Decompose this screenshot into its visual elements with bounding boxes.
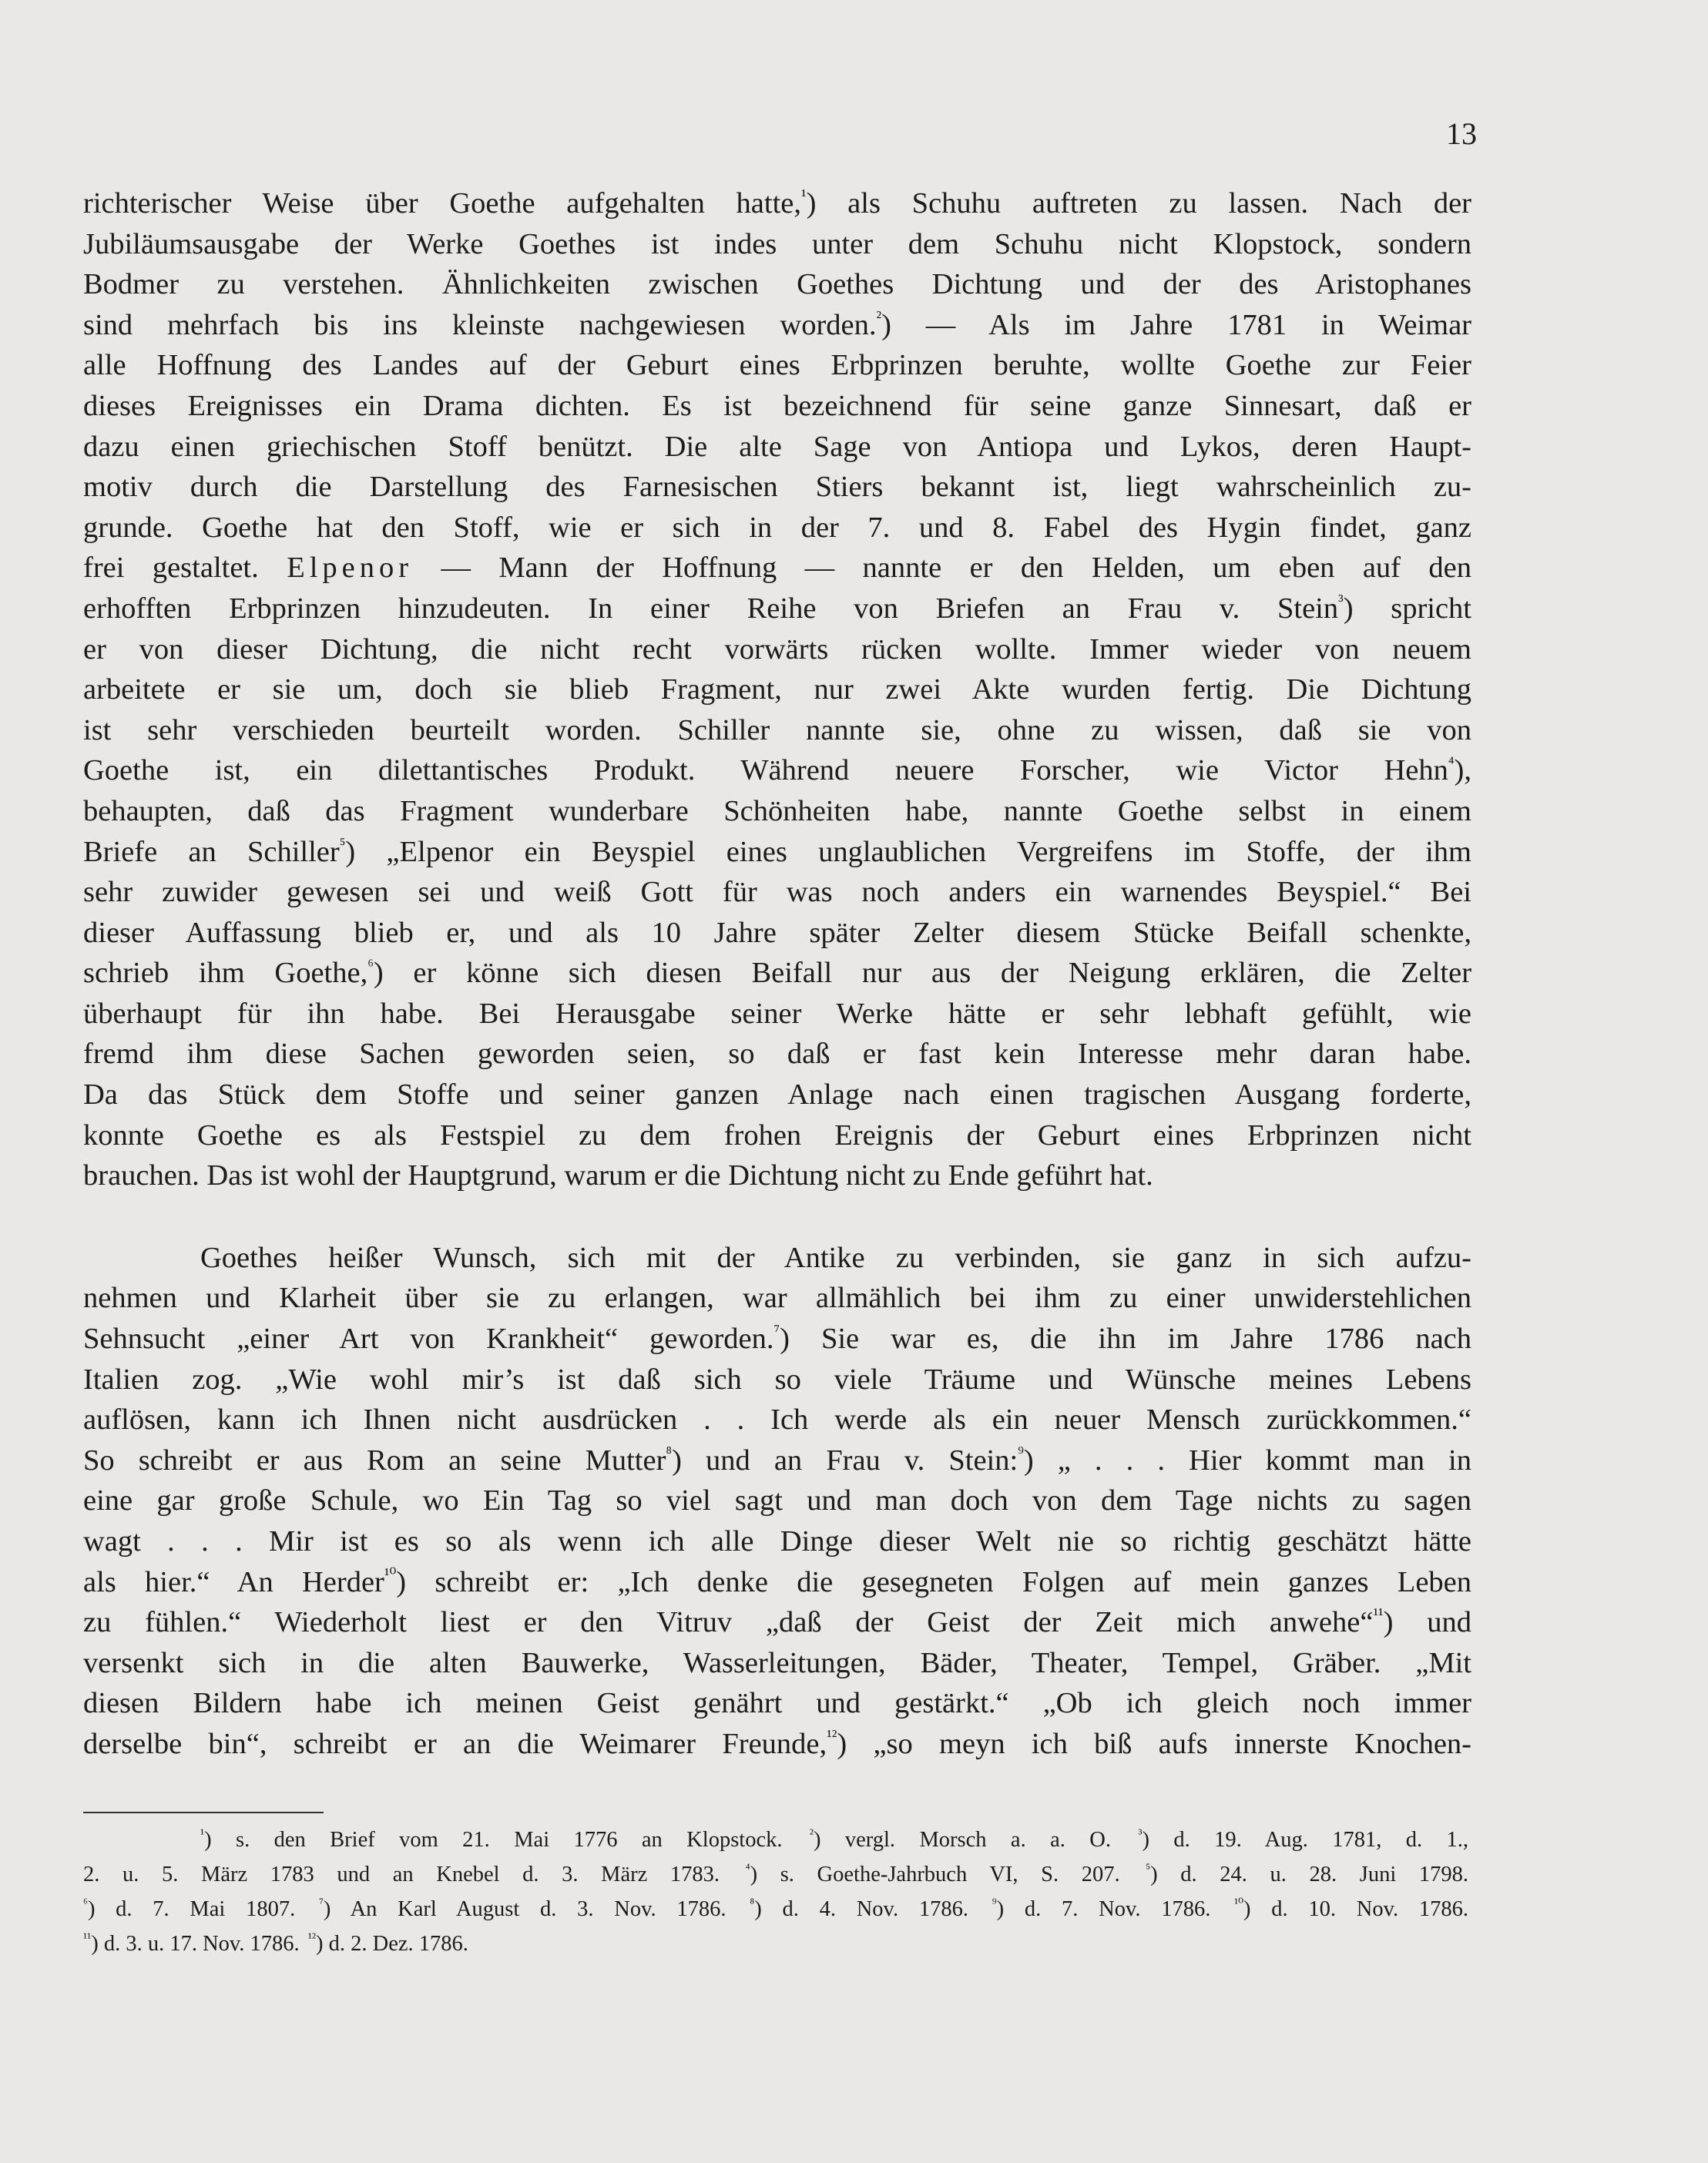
text-line: überhaupt für ihn habe. Bei Herausgabe seiner Werke hätte er sehr lebhaft gefühlt, wie — [83, 997, 1471, 1030]
text-segment: ) spricht — [1343, 592, 1472, 625]
text-segment: — Mann der Hoffnung — nannte er den Helden, um eben auf den — [441, 552, 1472, 585]
footnote-text: ) d. 3. u. 17. Nov. 1786. — [91, 1932, 300, 1956]
text-segment: Sehnsucht „einer Art von Krankheit“ geworden. — [83, 1323, 774, 1356]
text-line: fremd ihm diese Sachen geworden seien, so daß er fast kein Interesse mehr daran habe. — [83, 1038, 1471, 1071]
text-segment: ) „Elpenor ein Beyspiel eines unglaublichen Vergreifens im Stoffe, der ihm — [345, 835, 1471, 868]
text-line: Jubiläumsausgabe der Werke Goethes ist indes unter dem Schuhu nicht Klopstock, sondern — [83, 227, 1471, 260]
text-line — [83, 1724, 1471, 1765]
text-segment: richterischer Weise über Goethe aufgehalten hatte, — [83, 187, 802, 220]
text-line: nehmen und Klarheit über sie zu erlangen, war allmählich bei ihm zu einer unwiderstehlichen — [83, 1282, 1471, 1315]
text-line: wagt . . . Mir ist es so als wenn ich alle Dinge dieser Welt nie so richtig geschätzt hätte — [83, 1525, 1471, 1558]
text-segment: ) schreibt er: „Ich denke die gesegneten Folgen auf mein ganzes Leben — [396, 1565, 1471, 1598]
text-line: ist sehr verschieden beurteilt worden. Schiller nannte sie, ohne zu wissen, daß sie von — [83, 713, 1471, 746]
footnote-ref: ⁸ — [666, 1442, 673, 1462]
text-line — [83, 183, 1471, 224]
text-line: dieses Ereignisses ein Drama dichten. Es ist bezeichnend für seine ganze Sinnesart, daß er — [83, 389, 1471, 422]
footnote — [1138, 1828, 1468, 1852]
text-segment: So schreibt er aus Rom an seine Mutter — [83, 1444, 666, 1477]
text-segment: sind mehrfach bis ins kleinste nachgewiesen worden. — [83, 308, 877, 341]
footnote-text: ) An Karl August d. 3. Nov. 1786. — [323, 1897, 726, 1921]
text-line: dazu einen griechischen Stoff benützt. Die alte Sage von Antiopa und Lykos, deren Haupt- — [83, 430, 1471, 463]
footnote-text: ) d. 24. u. 28. Juni 1798. — [1150, 1863, 1469, 1886]
page-number: 13 — [1446, 116, 1477, 151]
footnote-line — [83, 1857, 1471, 1892]
footnote — [319, 1897, 726, 1921]
footnote — [810, 1828, 1111, 1852]
text-segment: ) als Schuhu auftreten zu lassen. Nach der — [806, 187, 1472, 220]
footnote-ref: ¹² — [827, 1725, 837, 1745]
text-line: eine gar große Schule, wo Ein Tag so viel sagt und man doch von dem Tage nichts zu sagen — [83, 1484, 1471, 1517]
footnote-text: ) s. Goethe-Jahrbuch VI, S. 207. — [750, 1863, 1120, 1886]
text-line — [83, 548, 1471, 589]
footnote-text: ) d. 10. Nov. 1786. — [1243, 1897, 1468, 1921]
text-line — [83, 1319, 1471, 1360]
footnote-text: ) d. 7. Mai 1807. — [87, 1897, 296, 1921]
footnote-ref: ² — [876, 307, 882, 327]
footnote-mark: ² — [809, 1826, 814, 1841]
footnote-text: ) d. 19. Aug. 1781, d. 1., — [1142, 1828, 1469, 1852]
text-line: Da das Stück dem Stoffe und seiner ganzen Anlage nach einen tragischen Ausgang forderte, — [83, 1078, 1471, 1112]
text-line: motiv durch die Darstellung des Farnesischen Stiers bekannt ist, liegt wahrscheinlich zu- — [83, 471, 1471, 504]
footnote-mark: ³ — [1138, 1826, 1143, 1841]
text-segment: ) und — [1383, 1606, 1471, 1639]
text-segment: derselbe bin“, schreibt er an die Weimarer Freunde, — [83, 1727, 827, 1760]
text-line: diesen Bildern habe ich meinen Geist genährt und gestärkt.“ „Ob ich gleich noch immer — [83, 1687, 1471, 1720]
text-segment: frei gestaltet. — [83, 552, 259, 585]
footnote — [1234, 1897, 1468, 1921]
footnote-ref: ¹ — [801, 186, 807, 205]
footnote-ref: ¹⁰ — [384, 1564, 397, 1584]
footnote-ref: ⁶ — [367, 955, 374, 975]
footnote-text: ) vergl. Morsch a. a. O. — [814, 1828, 1111, 1852]
text-line — [83, 1602, 1471, 1643]
footnote-ref: ⁷ — [773, 1321, 780, 1341]
text-segment: ) er könne sich diesen Beifall nur aus der Neigung erklären, die Zelter — [373, 957, 1472, 990]
text-segment: ), — [1454, 754, 1471, 787]
text-line: Bodmer zu verstehen. Ähnlichkeiten zwischen Goethes Dichtung und der des Aristophanes — [83, 268, 1471, 301]
text-line: arbeitete er sie um, doch sie blieb Fragment, nur zwei Akte wurden fertig. Die Dichtung — [83, 673, 1471, 706]
footnote-ref: ³ — [1338, 590, 1344, 610]
text-line: grunde. Goethe hat den Stoff, wie er sich in der 7. und 8. Fabel des Hygin findet, ganz — [83, 511, 1471, 544]
footnote — [1146, 1863, 1468, 1886]
footnote-mark: ¹⁰ — [1234, 1896, 1244, 1910]
footnote-mark: ⁶ — [83, 1896, 88, 1910]
text-line — [83, 589, 1471, 629]
text-line — [83, 750, 1471, 791]
footnote-mark: ⁵ — [1146, 1861, 1151, 1876]
footnote-ref: ¹¹ — [1373, 1605, 1384, 1625]
footnote-mark: ¹¹ — [83, 1930, 92, 1945]
footnote-ref: ⁵ — [339, 833, 346, 853]
spaced-title-elpenor: Elpenor — [287, 552, 414, 585]
text-segment: ) und an Frau v. Stein: — [672, 1444, 1018, 1477]
text-segment: als hier.“ An Herder — [83, 1565, 384, 1598]
text-line — [83, 1562, 1471, 1603]
footnote — [308, 1932, 468, 1956]
text-segment: erhofften Erbprinzen hinzudeuten. In einer Reihe von Briefen an Frau v. Stein — [83, 592, 1339, 625]
footnote-line — [83, 1927, 1471, 1961]
text-line — [83, 1440, 1471, 1481]
footnote — [83, 1932, 300, 1956]
footnote-mark: ⁸ — [750, 1896, 755, 1910]
text-line: Italien zog. „Wie wohl mir’s ist daß sich so viele Träume und Wünsche meines Lebens — [83, 1363, 1471, 1396]
text-line: behaupten, daß das Fragment wunderbare Schönheiten habe, nannte Goethe selbst in einem — [83, 794, 1471, 827]
text-line — [83, 305, 1471, 346]
text-line — [83, 953, 1471, 994]
footnote-text: ) d. 7. Nov. 1786. — [996, 1897, 1211, 1921]
text-line: alle Hoffnung des Landes auf der Geburt eines Erbprinzen beruhte, wollte Goethe zur Feier — [83, 349, 1471, 382]
text-line: Goethes heißer Wunsch, sich mit der Antike zu verbinden, sie ganz in sich aufzu- — [200, 1241, 1471, 1274]
text-segment: ) „so meyn ich biß aufs innerste Knochen- — [837, 1727, 1471, 1760]
footnote-ref: ⁹ — [1018, 1442, 1024, 1462]
text-line: konnte Goethe es als Festspiel zu dem frohen Ereignis der Geburt eines Erbprinzen nicht — [83, 1118, 1471, 1152]
footnote-mark: ¹ — [200, 1826, 205, 1841]
text-line: brauchen. Das ist wohl der Hauptgrund, warum er die Dichtung nicht zu Ende geführt hat. — [83, 1159, 1153, 1192]
text-segment: schrieb ihm Goethe, — [83, 957, 368, 990]
text-segment: ) — Als im Jahre 1781 in Weimar — [881, 308, 1472, 341]
footnote-text: ) s. den Brief vom 21. Mai 1776 an Klopstock. — [204, 1828, 783, 1852]
text-line: sehr zuwider gewesen sei und weiß Gott für was noch anders ein warnendes Beyspiel.“ Bei — [83, 876, 1471, 909]
text-line: dieser Auffassung blieb er, und als 10 Jahre später Zelter diesem Stücke Beifall schenkte, — [83, 916, 1471, 949]
footnote-divider — [83, 1812, 324, 1813]
footnote — [992, 1897, 1211, 1921]
paragraph-elpenor — [83, 183, 1471, 1196]
footnote — [750, 1897, 968, 1921]
footnote-mark: ¹² — [307, 1930, 317, 1945]
text-line: auflösen, kann ich Ihnen nicht ausdrücken . . Ich werde als ein neuer Mensch zurückkommen.“ — [83, 1403, 1471, 1437]
text-segment: ) Sie war es, die ihn im Jahre 1786 nach — [780, 1323, 1471, 1356]
text-segment: Briefe an Schiller — [83, 835, 340, 868]
footnote-mark: ⁹ — [992, 1896, 997, 1910]
text-line — [83, 832, 1471, 873]
footnote-line — [83, 1823, 1471, 1857]
footnote-ref: ⁴ — [1448, 753, 1455, 773]
text-segment: Goethe ist, ein dilettantisches Produkt. Während neuere Forscher, wie Victor Hehn — [83, 754, 1448, 787]
text-line: er von dieser Dichtung, die nicht recht vorwärts rücken wollte. Immer wieder von neuem — [83, 632, 1471, 666]
footnote-text: ) d. 4. Nov. 1786. — [754, 1897, 968, 1921]
footnote-mark: ⁴ — [745, 1861, 750, 1876]
footnote — [200, 1828, 782, 1852]
footnote — [746, 1863, 1120, 1886]
text-segment: zu fühlen.“ Wiederholt liest er den Vitruv „daß der Geist der Zeit mich anwehe“ — [83, 1606, 1374, 1639]
text-line: versenkt sich in die alten Bauwerke, Wasserleitungen, Bäder, Theater, Tempel, Gräber. „Mit — [83, 1646, 1471, 1679]
footnote — [83, 1897, 295, 1921]
footnote-continuation: 2. u. 5. März 1783 und an Knebel d. 3. März 1783. — [83, 1863, 720, 1886]
paragraph-italy — [83, 1238, 1471, 1765]
footnote-mark: ⁷ — [318, 1896, 324, 1910]
footnotes — [83, 1823, 1471, 1961]
text-segment: ) „ . . . Hier kommt man in — [1023, 1444, 1471, 1477]
main-text — [83, 183, 1471, 1765]
footnote-line — [83, 1892, 1471, 1927]
footnote-text: ) d. 2. Dez. 1786. — [316, 1932, 468, 1956]
